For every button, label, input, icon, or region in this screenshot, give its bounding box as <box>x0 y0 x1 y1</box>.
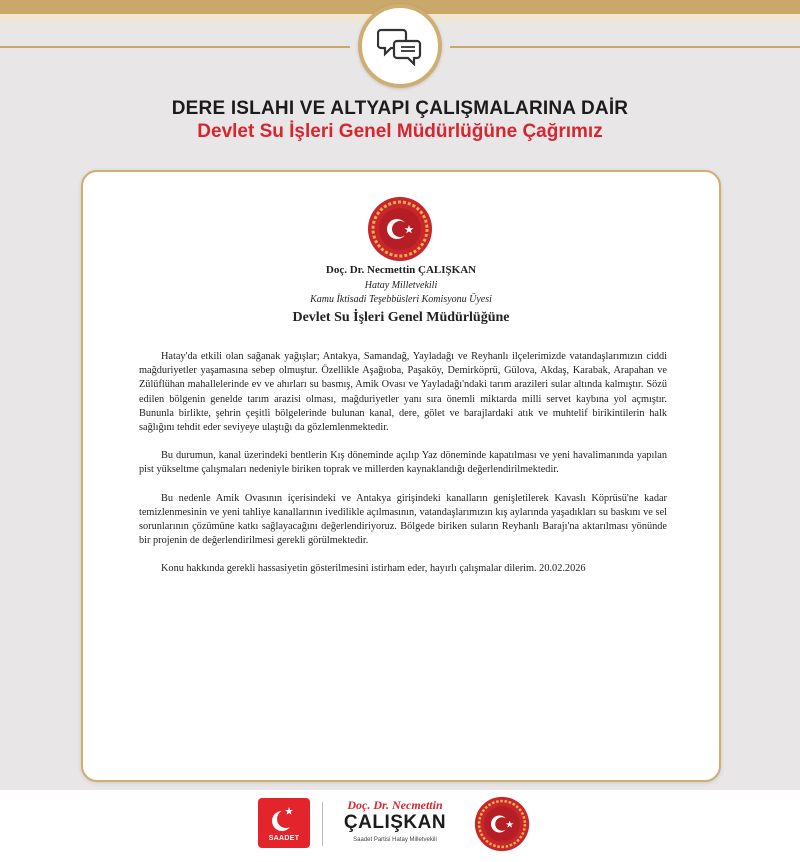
footer-title: Doç. Dr. Necmettin <box>347 798 443 812</box>
addressee: Devlet Su İşleri Genel Müdürlüğüne <box>292 310 510 325</box>
paragraph: Hatay'da etkili olan sağanak yağışlar; Antakya, Samandağ, Yayladağı ve Reyhanlı ilçelerimizde vatandaşlarımızın ciddi mağduriyetler yaşamasına sebep olmuştur. Özellikle Aşağıoba, Paşaköy, Demirköprü, Gülova, Akdaş, Karabak, Arapahan ve Zülüflühan mahallelerinde ev ve ahırları su basmış, Amik Ovası ve Yayladağı'ndaki tarım arazileri sular altında kalmıştır. Sözü edilen bölgenin genelde tarım arazisi olması, mağduriyetler yanı sıra önemli miktarda milli servet kaybına yol açmıştır. Bununla birlikte, şehrin çeşitli bölgelerinde bulunan kanal, dere, gölet ve barajlardaki atık ve muhtelif birikintilerin halk sağlığını tehdit eder seviyeye ulaştığı da gözlemlenmektedir. <box>139 351 667 434</box>
footer-divider <box>322 802 323 846</box>
paragraph: Konu hakkında gerekli hassasiyetin gösterilmesini istirham eder, hayırlı çalışmalar dilerim. 20.02.2026 <box>161 563 586 575</box>
letter-card <box>81 170 721 782</box>
letter-body <box>139 350 667 591</box>
footer-subtitle: Saadet Partisi Hatay Milletvekili <box>353 837 437 843</box>
speech-bubbles-icon <box>377 26 423 66</box>
signatory-role: Hatay Milletvekili <box>364 280 438 291</box>
party-name: SAADET <box>268 835 300 842</box>
saadet-logo-icon <box>258 798 310 848</box>
tbmm-emblem-icon <box>474 796 530 852</box>
header-icon-badge <box>358 4 442 88</box>
footer-name: ÇALIŞKAN <box>343 812 447 833</box>
crescent-star-icon <box>269 804 299 834</box>
signatory-name: Doç. Dr. Necmettin ÇALIŞKAN <box>325 264 477 276</box>
paragraph: Bu nedenle Amik Ovasının içerisindeki ve Antakya girişindeki kanalların genişletilerek Kavaslı Köprüsü'ne kadar temizlenmesinin ve yeni tahliye kanallarının ivedilikle açılmasının, vatandaşlarımızın kış aylarında yaşadıkları su baskını ve sel sorunlarının çözümüne katkı sağlayacağını değerlendiriyoruz. Bölgede biriken suların Reyhanlı Barajı'na aktarılması yönünde bir projenin de değerlendirilmesi gerekli görülmektedir. <box>139 492 667 547</box>
page-title-line1: DERE ISLAHI VE ALTYAPI ÇALIŞMALARINA DAİR <box>171 98 629 119</box>
gold-rule-left <box>0 46 350 48</box>
tbmm-emblem-icon <box>367 196 433 262</box>
page-title-line2: Devlet Su İşleri Genel Müdürlüğüne Çağrımız <box>197 121 603 142</box>
paragraph: Bu durumun, kanal üzerindeki bentlerin Kış döneminde açılıp Yaz döneminde kapatılması ve yeni havalimanında yapılan pist yükseltme çalışmaları nedeniyle biriken toprak ve millerden kaynaklandığı değerlendirilmektedir. <box>139 450 667 476</box>
footer <box>0 790 800 862</box>
gold-rule-right <box>450 46 800 48</box>
signatory-committee: Kamu İktisadi Teşebbüsleri Komisyonu Üyesi <box>310 294 492 305</box>
